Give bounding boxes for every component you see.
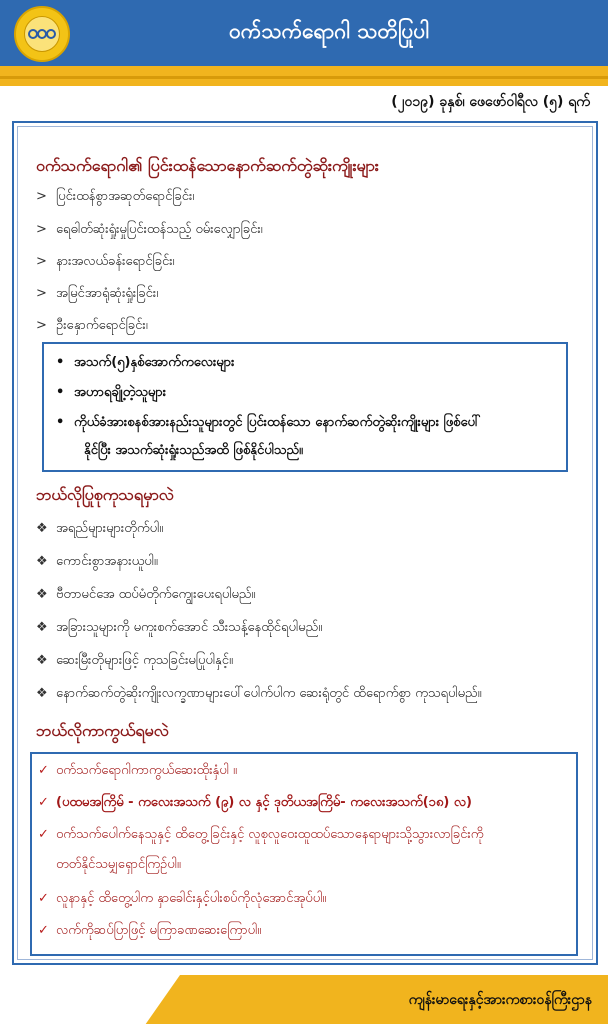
header-bar: [0, 0, 608, 66]
arrow-right-icon: >: [36, 286, 47, 301]
bullet-dot-icon: •: [56, 415, 65, 430]
complication-item: > ပြင်းထန်စွာအဆုတ်ရောင်ခြင်း၊: [36, 189, 195, 204]
risk-group-item-continued: နိုင်ပြီး အသက်ဆုံးရှုံးသည်အထိ ဖြစ်နိုင်ပါသည်။: [84, 443, 303, 458]
diamond-flower-icon: ❖: [36, 686, 48, 701]
prevention-item: ✓ ဝက်သက်ပေါက်နေသူနှင့် ထိတွေ့ခြင်းနှင့် လူစုလူဝေးထူထပ်သောနေရာများသို့သွားလာခြင်းကို: [38, 827, 484, 842]
complication-item: > ဦးနှောက်ရောင်ခြင်း၊: [36, 318, 148, 333]
complication-item: > အမြင်အာရုံဆုံးရှုံးခြင်း၊: [36, 286, 159, 301]
prevention-item: ✓ (ပထမအကြိမ် - ကလေးအသက် (၉) လ နှင့် ဒုတိယအကြိမ်- ကလေးအသက်(၁၈) လ): [38, 795, 472, 810]
diamond-flower-icon: ❖: [36, 653, 48, 668]
treatment-item: ❖ အခြားသူများကို မကူးစက်အောင် သီးသန့်နေထိုင်ရပါမည်။: [36, 620, 323, 635]
ministry-logo: [14, 6, 70, 62]
bullet-dot-icon: •: [56, 355, 65, 370]
risk-group-item: • အသက်(၅)နှစ်အောက်ကလေးများ: [56, 355, 235, 370]
page-title: ဝက်သက်ရောဂါ သတိပြုပါ: [228, 19, 430, 43]
treatment-item: ❖ အရည်များများတိုက်ပါ။: [36, 521, 164, 536]
treatment-item: ❖ ကောင်းစွာအနားယူပါ။: [36, 554, 158, 569]
prevention-item: ✓ လက်ကိုဆပ်ပြာဖြင့် မကြာခဏဆေးကြောပါ။: [38, 923, 262, 938]
section-title-treatment: ဘယ်လိုပြုစုကုသရမှာလဲ: [36, 485, 174, 504]
header-gold-band: [0, 66, 608, 86]
complication-item: > နားအလယ်ခန်းရောင်ခြင်း၊: [36, 254, 175, 269]
check-mark-icon: ✓: [38, 795, 49, 810]
diamond-flower-icon: ❖: [36, 620, 48, 635]
arrow-right-icon: >: [36, 254, 47, 269]
risk-group-item: • ကိုယ်ခံအားစနစ်အားနည်းသူများတွင် ပြင်းထန်သော နောက်ဆက်တွဲဆိုးကျိုးများ ဖြစ်ပေါ်: [56, 415, 481, 430]
section-title-prevention: ဘယ်လိုကာကွယ်ရမလဲ: [36, 721, 169, 740]
diamond-flower-icon: ❖: [36, 554, 48, 569]
risk-group-item: • အဟာရချို့တဲ့သူများ: [56, 385, 167, 400]
ministry-name: ကျန်းမာရေးနှင့်အားကစားဝန်ကြီးဌာန: [408, 992, 592, 1008]
publication-date: (၂၀၁၉) ခုနှစ်၊ ဖေဖော်ဝါရီလ (၅) ရက်: [391, 94, 590, 110]
prevention-box: [30, 752, 578, 956]
prevention-item: ✓ လူနာနှင့် ထိတွေ့ပါက နှာခေါင်းနှင့်ပါးစပ်ကိုလုံအောင်အုပ်ပါ။: [38, 891, 327, 906]
treatment-item: ❖ ဆေးမြီးတိုများဖြင့် ကုသခြင်းမပြုပါနှင့်။: [36, 653, 233, 668]
section-title-complications: ဝက်သက်ရောဂါ၏ ပြင်းထန်သောနောက်ဆက်တွဲဆိုးကျိုးများ: [36, 156, 379, 175]
arrow-right-icon: >: [36, 189, 47, 204]
prevention-item-continued: တတ်နိုင်သမျှရှောင်ကြဉ်ပါ။: [56, 857, 181, 872]
check-mark-icon: ✓: [38, 763, 49, 778]
arrow-right-icon: >: [36, 222, 47, 237]
check-mark-icon: ✓: [38, 827, 49, 842]
logo-emblem: [24, 16, 60, 52]
prevention-item: ✓ ဝက်သက်ရောဂါကာကွယ်ဆေးထိုးနှံပါ ။: [38, 763, 237, 778]
check-mark-icon: ✓: [38, 891, 49, 906]
check-mark-icon: ✓: [38, 923, 49, 938]
diamond-flower-icon: ❖: [36, 587, 48, 602]
logo-ring-icon: [46, 29, 56, 39]
diamond-flower-icon: ❖: [36, 521, 48, 536]
bullet-dot-icon: •: [56, 385, 65, 400]
treatment-item: ❖ နောက်ဆက်တွဲဆိုးကျိုးလက္ခဏာများပေါ်ပေါက်ပါက ဆေးရုံတွင် ထိရောက်စွာ ကုသရပါမည်။: [36, 686, 482, 701]
high-risk-box: [42, 342, 568, 472]
arrow-right-icon: >: [36, 318, 47, 333]
complication-item: > ရေဓါတ်ဆုံးရှုံးမှုပြင်းထန်သည့် ဝမ်းလျှောခြင်း၊: [36, 222, 263, 237]
treatment-item: ❖ ဗီတာမင်အေ ထပ်မံတိုက်ကျွေးပေးရပါမည်။: [36, 587, 256, 602]
